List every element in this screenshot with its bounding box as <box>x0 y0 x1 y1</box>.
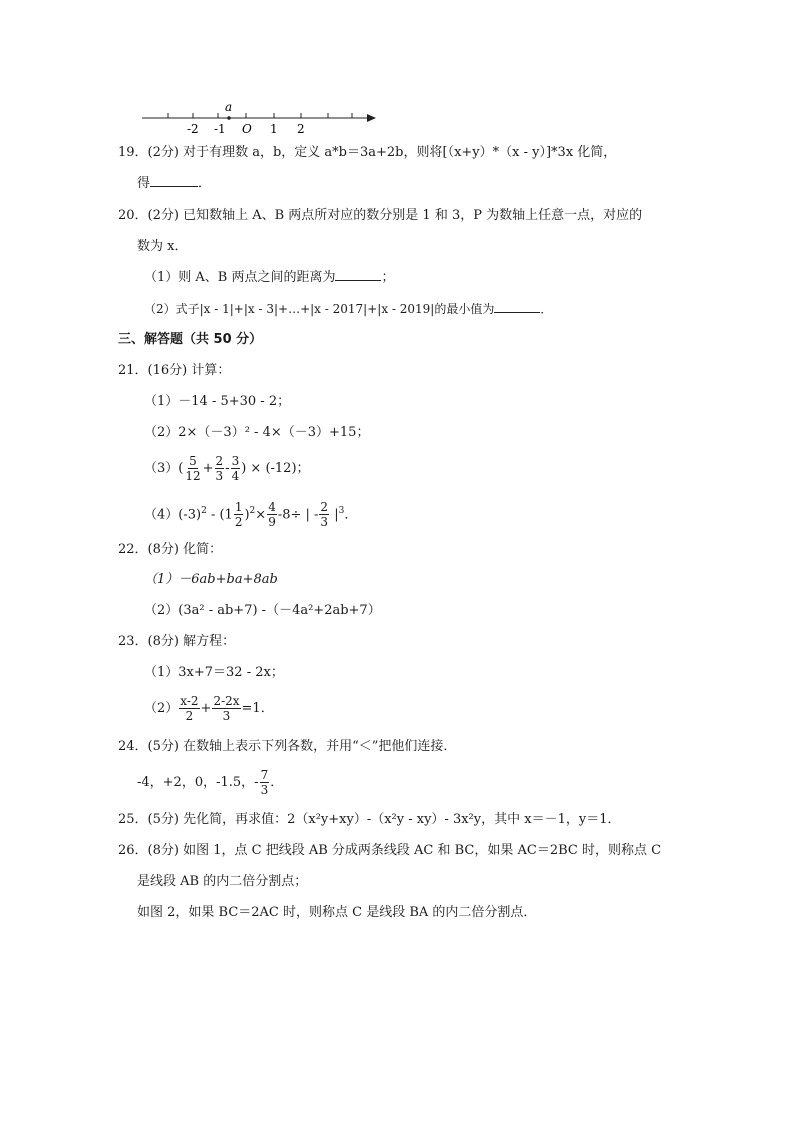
question-21-part-1: （1）－14 - 5+30 - 2； <box>144 394 291 409</box>
tick-label: -2 <box>187 122 199 136</box>
section-3-heading: 三、解答题（共 50 分） <box>118 332 263 347</box>
question-25: 25．(5分) 先化简，再求值：2（x²y+xy）-（x²y - xy）- 3x²y，其中 x＝－1，y＝1． <box>118 812 621 827</box>
question-26-line-1: 26．(8分) 如图 1，点 C 把线段 AB 分成两条线段 AC 和 BC，如果 AC＝2BC 时，则称点 C <box>118 843 662 858</box>
fraction: $\frac{4}{9}$ <box>268 500 276 530</box>
tick-label: O <box>242 122 252 136</box>
question-24-title: 24．(5分) 在数轴上表示下列各数，并用“＜”把他们连接． <box>118 739 457 754</box>
question-22-part-1: （1）－6ab+ba+8ab <box>144 572 278 587</box>
tick-label: -1 <box>214 122 226 136</box>
fraction: $\frac{3}{4}$ <box>231 454 240 483</box>
number-line-arrow <box>367 114 376 122</box>
question-26-line-3: 如图 2，如果 BC＝2AC 时，则称点 C 是线段 BA 的内二倍分割点． <box>137 905 537 920</box>
tick-label: 2 <box>297 122 305 136</box>
answer-blank[interactable] <box>494 300 540 313</box>
question-20-part-1: （1）则 A、B 两点之间的距离为 ； <box>144 270 395 285</box>
tick-label: 1 <box>270 122 278 136</box>
question-20-line-2: 数为 x． <box>137 239 188 254</box>
question-22-title: 22．(8分) 化简： <box>118 542 223 557</box>
fraction: $\frac{2-2x}{3}$ <box>213 694 240 723</box>
fraction: $\frac{x-2}{2}$ <box>180 694 199 723</box>
question-26-line-2: 是线段 AB 的内二倍分割点； <box>137 874 308 889</box>
question-21-part-4: $(4)(-3)^2 - (1$ $\frac{1}{2}$ )$^2$× $\frac{4}{9}$ -8÷ | - $\frac{2}{3}$ $|^3$． <box>144 500 358 530</box>
question-22-part-2: （2）(3a² - ab+7) -（－4a²+2ab+7） <box>144 603 381 618</box>
question-21-part-2: （2）2×（－3）² - 4×（－3）+15； <box>144 425 370 440</box>
fraction: $\frac{5}{12}$ <box>185 454 201 483</box>
point-a-dot <box>227 116 231 120</box>
fraction: $\frac{2}{3}$ <box>320 500 329 530</box>
question-24-numbers: -4，+2，0，-1.5，- $\frac{7}{3}$ ． <box>137 768 284 797</box>
question-23-part-1: （1）3x+7＝32 - 2x； <box>144 665 284 680</box>
question-20-line-1: 20．(2分) 已知数轴上 A、B 两点所对应的数分别是 1 和 3，P 为数轴上任意一点，对应的 <box>118 208 643 223</box>
question-21-part-3: （3）( $\frac{5}{12}$ + $\frac{2}{3}$ - $\frac{3}{4}$ ) × (-12)； <box>144 454 310 483</box>
point-a-label: a <box>225 100 233 114</box>
question-19-line-2: 得 ． <box>137 176 212 191</box>
number-line-figure <box>138 96 383 138</box>
fraction: $\frac{1}{2}$ <box>234 500 243 530</box>
question-23-part-2: （2） $\frac{x-2}{2}$ + $\frac{2-2x}{3}$ =1． <box>144 694 274 723</box>
question-21-title: 21．(16分) 计算： <box>118 363 231 378</box>
fraction: $\frac{2}{3}$ <box>215 454 224 483</box>
fraction: $\frac{7}{3}$ <box>260 768 269 797</box>
answer-blank[interactable] <box>335 268 381 281</box>
question-20-part-2: （2）式子|x - 1|+|x - 3|+…+|x - 2017|+|x - 2019|的最小值为 ． <box>144 302 553 316</box>
answer-blank[interactable] <box>150 174 198 187</box>
question-19-line-1: 19．(2分) 对于有理数 a，b，定义 a*b＝3a+2b，则将[（x+y）*（x - y）]*3x 化简， <box>118 145 617 160</box>
question-23-title: 23．(8分) 解方程： <box>118 634 236 649</box>
